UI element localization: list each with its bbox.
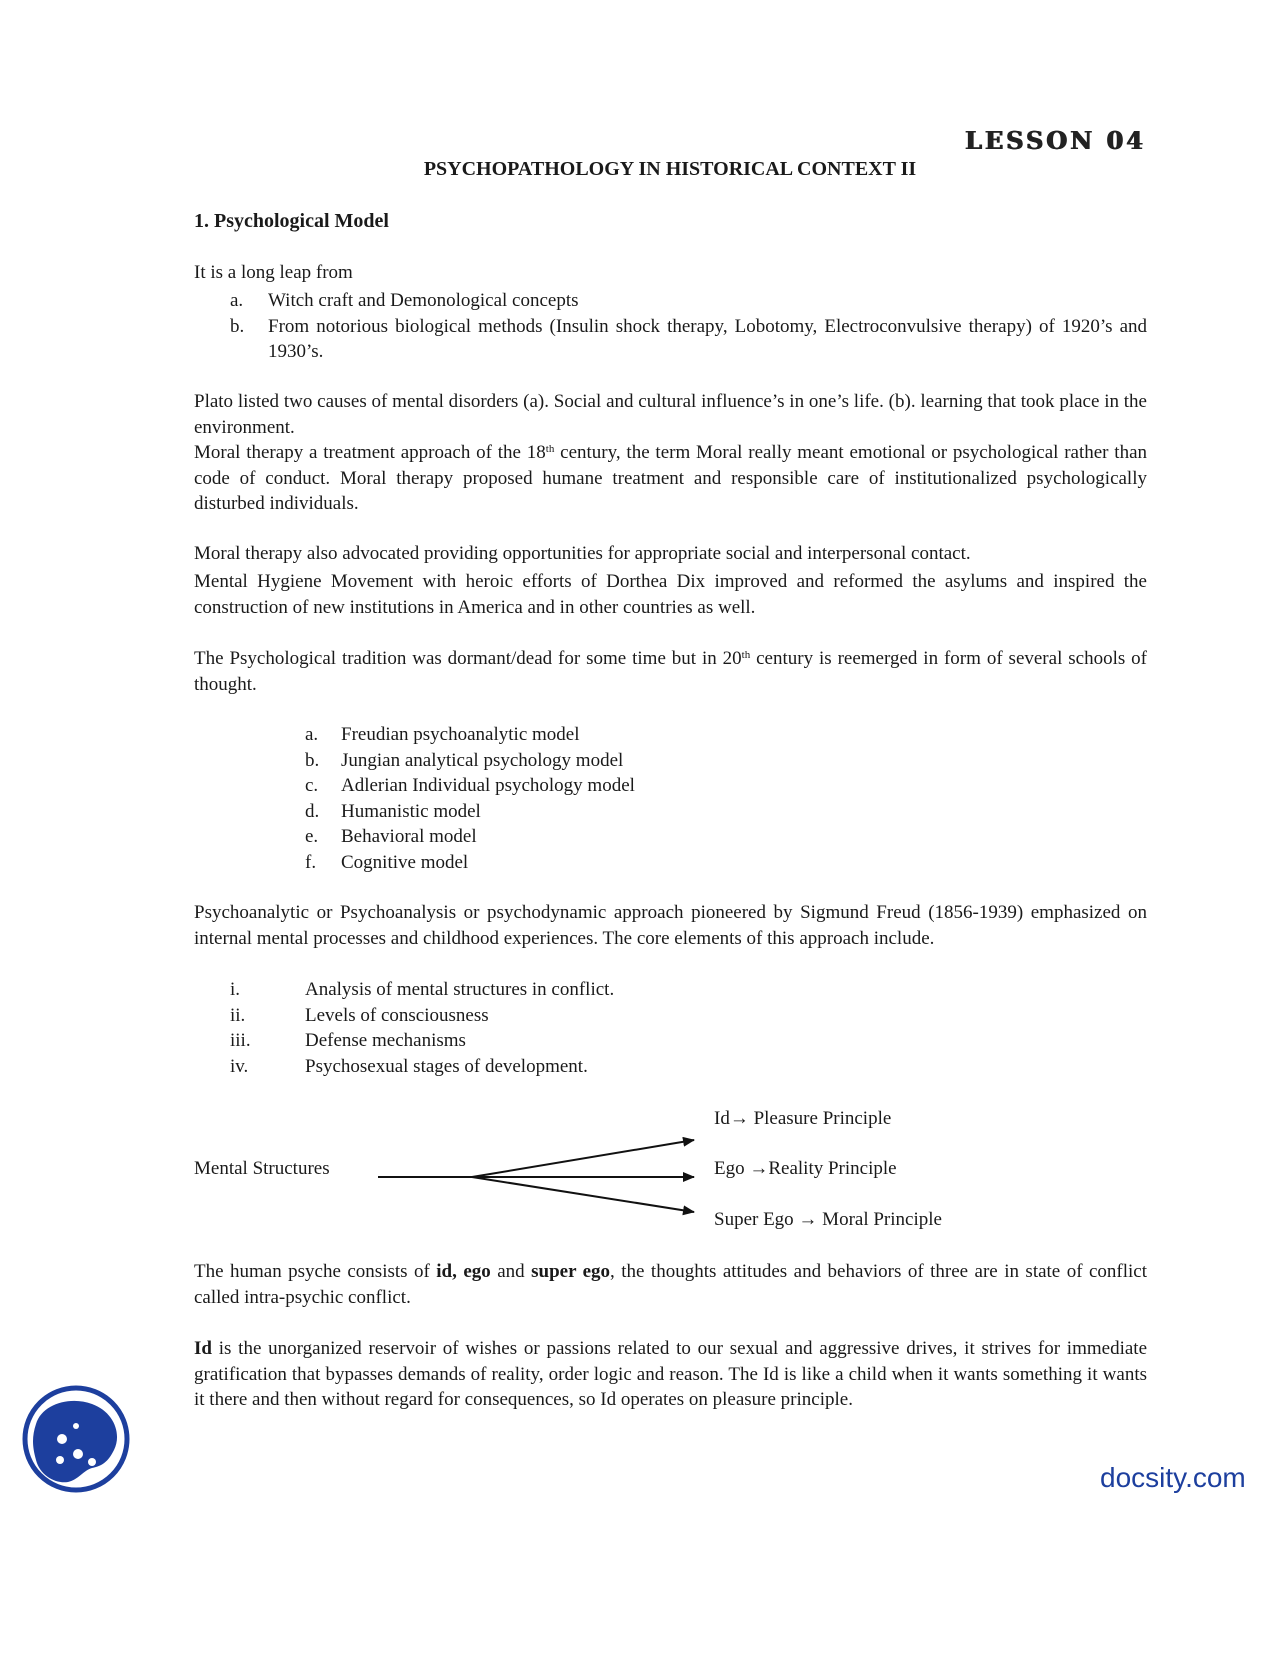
moral-contact-line: Moral therapy also advocated providing opportunities for appropriate social and interpersonal contact. (194, 543, 971, 564)
list-text: Behavioral model (341, 826, 477, 848)
page-title: PSYCHOPATHOLOGY IN HISTORICAL CONTEXT II (423, 158, 917, 180)
list-item (305, 799, 805, 825)
list-text: Adlerian Individual psychology model (341, 775, 635, 797)
arrow-to-superego (472, 1177, 694, 1212)
diagram-target-superego: Super Ego → Moral Principle (714, 1209, 942, 1230)
list-text: Jungian analytical psychology model (341, 749, 624, 771)
diagram-source-label: Mental Structures (194, 1158, 330, 1179)
moral-text-b: century, the term Moral really meant emotional or psychological rather than code of conduct. Moral therapy proposed humane treatment and responsible care of institutionalized psychologically disturbed individuals. (194, 442, 1147, 515)
intro-line: It is a long leap from (194, 262, 353, 283)
list-text: Humanistic model (341, 800, 481, 822)
id-paragraph (194, 1336, 1147, 1413)
core-elements-list (230, 977, 830, 1079)
psyche-text: The human psyche consists of (194, 1261, 437, 1282)
list-marker: f. (305, 851, 317, 873)
psychoanalytic-paragraph: Psychoanalytic or Psychoanalysis or psychodynamic approach pioneered by Sigmund Freud (1856-1939) emphasized on internal mental processes and childhood experiences. The core elements of this approach include. (194, 902, 1147, 949)
psyche-bold-id-ego: id, ego (436, 1261, 491, 1282)
id-bold: Id (194, 1338, 212, 1359)
list-text: From notorious biological methods (Insulin shock therapy, Lobotomy, Electroconvulsive therapy) of 1920’s and 1930’s. (268, 315, 1147, 363)
list-text: Psychosexual stages of development. (305, 1055, 588, 1077)
arrow-to-id (472, 1140, 694, 1177)
tradition-superscript: th (741, 649, 751, 661)
list-marker: i. (230, 979, 241, 1000)
hygiene-paragraph: Mental Hygiene Movement with heroic efforts of Dorthea Dix improved and reformed the asylums and inspired the construction of new institutions in America and in other countries as well. (194, 571, 1147, 618)
list-item (305, 773, 805, 799)
list-item (230, 314, 1147, 365)
list-item (230, 1003, 830, 1029)
psyche-paragraph (194, 1259, 1147, 1310)
list-item (305, 722, 805, 748)
diagram-target-ego: Ego →Reality Principle (714, 1158, 897, 1179)
psyche-bold-superego: super ego (531, 1261, 611, 1282)
list-item (305, 850, 805, 876)
schools-list (305, 722, 805, 876)
list-marker: c. (305, 775, 319, 797)
lesson-label: LESSON 04 (965, 126, 1146, 155)
diagram-arrows (378, 1130, 708, 1220)
list-marker: iv. (230, 1055, 249, 1077)
plato-paragraph: Plato listed two causes of mental disorders (a). Social and cultural influence’s in one’s life. (b). learning that took place in the environment. (194, 391, 1147, 438)
moral-paragraph (194, 440, 1147, 517)
moral-text-a: Moral therapy a treatment approach of the 18 (194, 442, 546, 463)
docsity-brand[interactable]: docsity.com (1100, 1462, 1246, 1493)
tradition-text-b: century is reemerged in form of several schools of thought. (194, 648, 1147, 695)
section-heading: 1. Psychological Model (194, 210, 389, 232)
list-text: Cognitive model (341, 851, 469, 873)
list-item (230, 1054, 830, 1080)
list-item (230, 288, 1147, 314)
list-marker: a. (230, 290, 244, 311)
list-text: Analysis of mental structures in conflict. (305, 979, 615, 1000)
list-text: Levels of consciousness (305, 1004, 489, 1026)
diagram-target-id: Id→ Pleasure Principle (714, 1108, 892, 1129)
list-text: Defense mechanisms (305, 1030, 466, 1052)
leap-list (230, 288, 1147, 365)
list-marker: ii. (230, 1004, 246, 1026)
list-marker: iii. (230, 1030, 251, 1052)
list-text: Witch craft and Demonological concepts (268, 290, 579, 311)
tradition-text-a: The Psychological tradition was dormant/dead for some time but in 20 (194, 648, 742, 669)
psyche-text: and (490, 1261, 532, 1282)
psyche-text: , the thoughts attitudes and behaviors of three are in state of conflict called intra-psychic conflict. (194, 1261, 1148, 1308)
list-item (305, 824, 805, 850)
list-marker: e. (305, 826, 319, 848)
list-item (230, 1028, 830, 1054)
docsity-logo-icon (22, 1384, 130, 1494)
list-item (230, 977, 830, 1003)
list-text: Freudian psychoanalytic model (341, 724, 580, 745)
moral-superscript: th (545, 443, 555, 455)
list-marker: b. (230, 315, 245, 337)
tradition-paragraph (194, 646, 1147, 697)
id-text: is the unorganized reservoir of wishes or passions related to our sexual and aggressive drives, it strives for immediate gratification that bypasses demands of reality, order logic and reason. The Id is like a child when it wants something it wants it there and then without regard for consequences, so Id operates on pleasure principle. (194, 1338, 1147, 1411)
list-item (305, 748, 805, 774)
list-marker: a. (305, 724, 319, 745)
list-marker: d. (305, 800, 320, 822)
list-marker: b. (305, 749, 320, 771)
